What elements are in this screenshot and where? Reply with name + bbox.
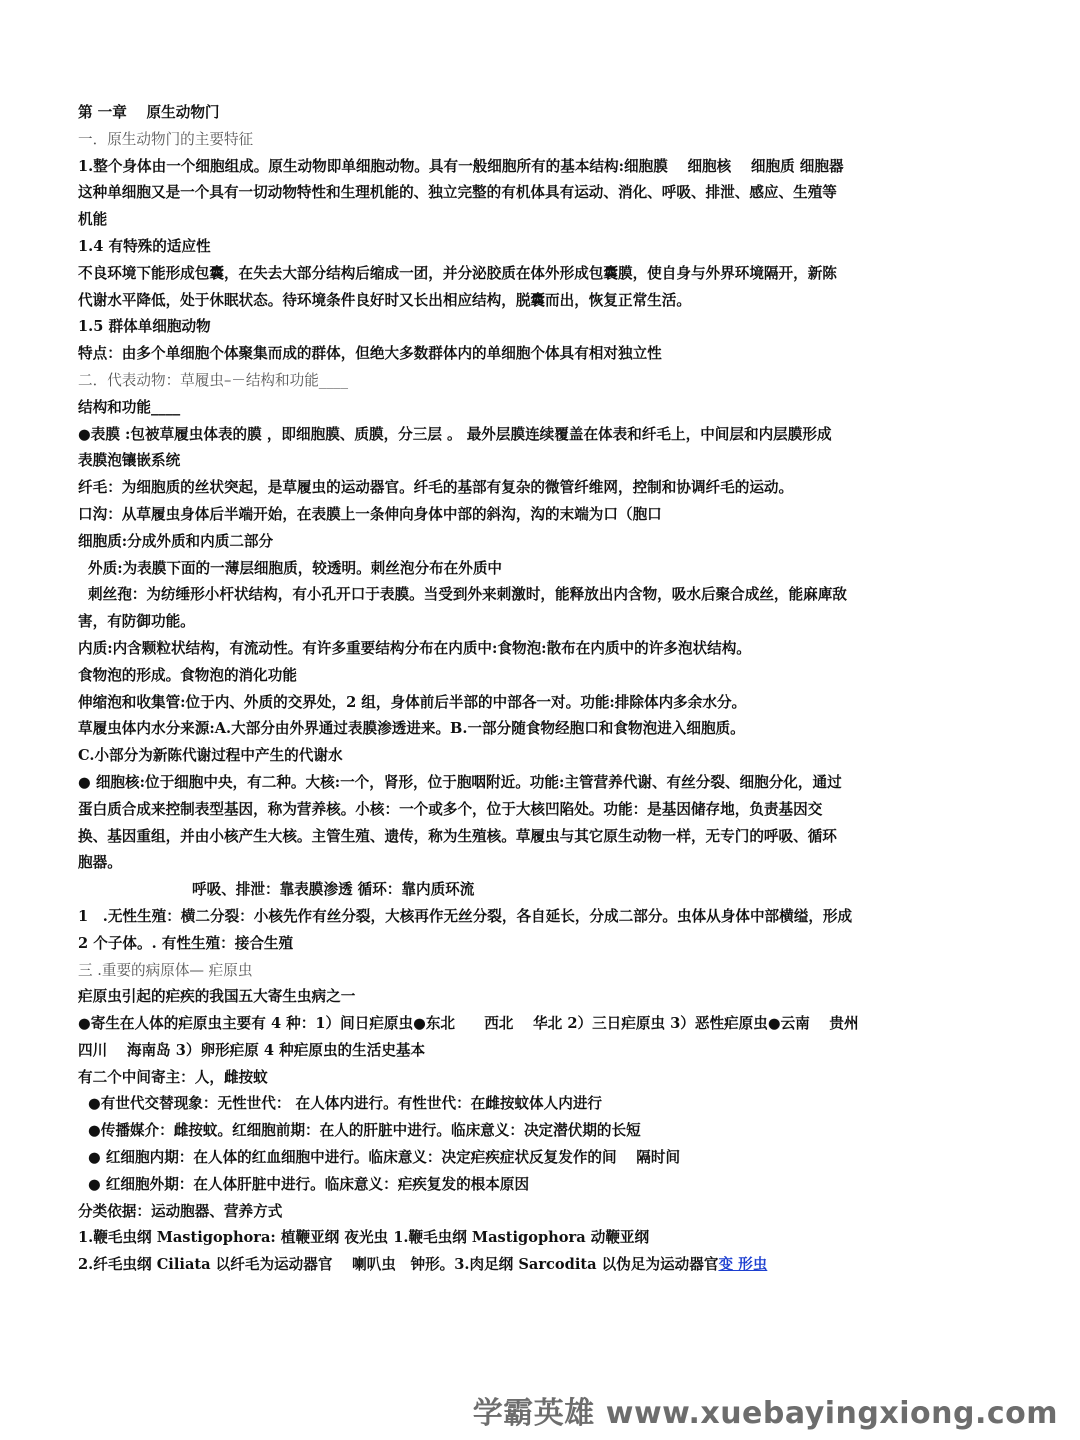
section-heading-3: 三 .重要的病原体— 疟原虫 [78,961,253,979]
chapter-title: 第 一章 原生动物门 [78,104,220,121]
section-heading-1: 一．原生动物门的主要特征 [78,130,254,148]
text-line: 疟原虫引起的疟疾的我国五大寄生虫病之一 [78,988,356,1006]
text-line: ●寄生在人体的疟原虫主要有 4 种：1）间日疟原虫●东北 西北 华北 2）三日疟原虫 3）恶性疟原虫●云南 贵州 [78,1015,859,1033]
text-line: 1.5 群体单细胞动物 [78,318,211,336]
text-line: 特点：由多个单细胞个体聚集而成的群体，但绝大多数群体内的单细胞个体具有相对独立性 [78,345,662,363]
text-line: ●有世代交替现象：无性世代： 在人体内进行。有性世代：在雌按蚊体人内进行 [88,1095,603,1113]
text-line: 分类依据：运动胞器、营养方式 [78,1202,283,1220]
site-watermark: 学霸英雄 www.xuebayingxiong.com [472,1396,1058,1431]
text-line: 呼吸、排泄：靠表膜渗透 循环：靠内质环流 [192,881,475,899]
text-line: ● 细胞核:位于细胞中央，有二种。大核:一个，肾形，位于胞咽附近。功能:主管营养代谢、有丝分裂、细胞分化，通过 [78,773,842,791]
text-line: 内质:内含颗粒状结构，有流动性。有许多重要结构分布在内质中:食物泡:散布在内质中的许多泡状结构。 [78,639,751,657]
amoeba-link[interactable]: 变 形虫 [718,1256,768,1274]
text-line: 口沟：从草履虫身体后半端开始，在表膜上一条伸向身体中部的斜沟，沟的末端为口（胞口 [78,505,662,523]
text-line: 外质:为表膜下面的一薄层细胞质，较透明。刺丝泡分布在外质中 [88,559,503,577]
text-line: 细胞质:分成外质和内质二部分 [78,532,274,550]
text-line: 纤毛：为细胞质的丝状突起，是草履虫的运动器官。纤毛的基部有复杂的微管纤维网，控制和协调纤毛的运动。 [78,479,794,497]
text-line: ●表膜 :包被草履虫体表的膜 ，即细胞膜、质膜，分三层 。 最外层膜连续覆盖在体表和纤毛上，中间层和内层膜形成 [78,425,832,443]
text-line: 食物泡的形成。食物泡的消化功能 [78,666,297,684]
text-line: 2 个子体。. 有性生殖：接合生殖 [78,934,294,952]
text-line: 换、基因重组，并由小核产生大核。主管生殖、遗传，称为生殖核。草履虫与其它原生动物一样，无专门的呼吸、循环 [78,827,837,845]
text-line: 四川 海南岛 3）卵形疟原 4 种疟原虫的生活史基本 [78,1041,426,1059]
text-line [78,1252,978,1279]
footer [0,1386,1080,1440]
text-line: 1.鞭毛虫纲 Mastigophora: 植鞭亚纲 夜光虫 1.鞭毛虫纲 Mastigophora 动鞭亚纲 [78,1229,650,1247]
text-line: 结构和功能____ [78,398,181,416]
text-line: 不良环境下能形成包囊，在失去大部分结构后缩成一团，并分泌胶质在体外形成包囊膜，使自身与外界环境隔开，新陈 [78,264,837,282]
text-line: 表膜泡镶嵌系统 [78,452,181,470]
text-line: 草履虫体内水分来源:A.大部分由外界通过表膜渗透进来。B.一部分随食物经胞口和食物泡进入细胞质。 [78,720,745,738]
text-line: 刺丝孢：为纺缍形小杆状结构，有小孔开口于表膜。当受到外来刺激时，能释放出内含物，吸水后聚合成丝，能麻庳敌 [88,586,847,604]
text-line: 害，有防御功能。 [78,613,195,631]
document-body [78,100,978,1279]
text-line: 这种单细胞又是一个具有一切动物特性和生理机能的、独立完整的有机体具有运动、消化、呼吸、排泄、感应、生殖等 [78,184,837,202]
text-line: 1.整个身体由一个细胞组成。原生动物即单细胞动物。具有一般细胞所有的基本结构:细胞膜 细胞核 细胞质 细胞器 [78,157,844,175]
text-line: ●传播媒介：雌按蚊。红细胞前期：在人的肝脏中进行。临床意义：决定潜伏期的长短 [88,1122,641,1140]
section-heading-2: 二．代表动物：草履虫–－结构和功能____ [78,371,348,389]
text-line: 有二个中间寄主：人，雌按蚊 [78,1068,268,1086]
text-span: 2.纤毛虫纲 Ciliata 以纤毛为运动器官 喇叭虫 钟形。3.肉足纲 Sarcodita 以伪足为运动器官 [78,1256,719,1274]
text-line: 1.4 有特殊的适应性 [78,237,211,255]
text-line: 胞器。 [78,854,122,872]
text-line: C.小部分为新陈代谢过程中产生的代谢水 [78,747,343,765]
text-line: ● 红细胞外期：在人体肝脏中进行。临床意义：疟疾复发的根本原因 [88,1175,530,1193]
text-line: ● 红细胞内期：在人体的红血细胞中进行。临床意义：决定疟疾症状反复发作的间 隔时间 [88,1149,681,1167]
text-line: 伸缩泡和收集管:位于内、外质的交界处，2 组，身体前后半部的中部各一对。功能:排除体内多余水分。 [78,693,747,711]
text-line: 代谢水平降低，处于休眠状态。待环境条件良好时又长出相应结构，脱囊而出，恢复正常生活。 [78,291,691,309]
text-line: 1 .无性生殖：横二分裂：小核先作有丝分裂，大核再作无丝分裂，各自延长，分成二部分。虫体从身体中部横缢，形成 [78,907,853,925]
text-line: 机能 [78,211,108,229]
text-line: 蛋白质合成来控制表型基因，称为营养核。小核：一个或多个，位于大核凹陷处。功能：是基因储存地，负责基因交 [78,800,823,818]
